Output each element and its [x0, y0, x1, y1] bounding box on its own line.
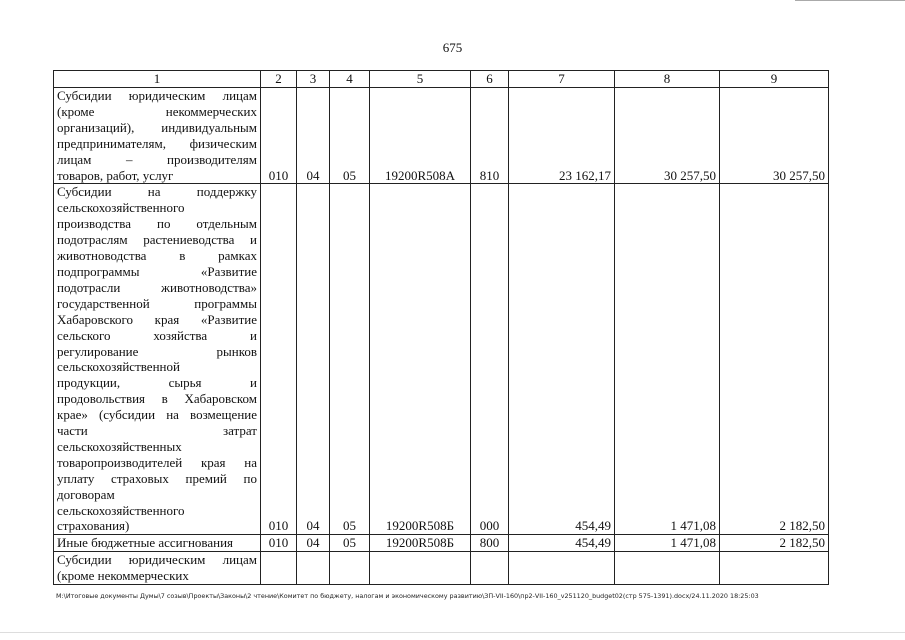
- cell-col-6: 800: [471, 535, 509, 552]
- description-line: сельского хозяйства и: [57, 327, 257, 343]
- cell-col-4: 05: [330, 88, 370, 184]
- cell-col-3: 04: [297, 184, 330, 535]
- bottom-rule: [0, 632, 905, 633]
- cell-col-7: 454,49: [509, 535, 615, 552]
- cell-col-3: 04: [297, 88, 330, 184]
- cell-col-4: 05: [330, 184, 370, 535]
- cell-col-4: 05: [330, 535, 370, 552]
- header-cell: 4: [330, 71, 370, 88]
- header-cell: 5: [370, 71, 471, 88]
- description-line: товаров, работ, услуг: [57, 167, 174, 183]
- table-row: [54, 88, 829, 184]
- header-cell: 2: [261, 71, 297, 88]
- header-cell: 3: [297, 71, 330, 88]
- description-line: Субсидии юридическим лицам: [57, 88, 257, 103]
- description-line: страхования): [57, 518, 130, 534]
- cell-col-6: [471, 552, 509, 585]
- description-line: товаропроизводителей края на: [57, 454, 257, 470]
- description-line: сельскохозяйственной: [57, 359, 180, 375]
- cell-col-8: 30 257,50: [615, 88, 720, 184]
- header-cell: 9: [720, 71, 829, 88]
- header-cell: 8: [615, 71, 720, 88]
- description-line: животноводства в рамках: [57, 248, 257, 264]
- description-line: государственной программы: [57, 295, 257, 311]
- table-header-row: [54, 71, 829, 88]
- table-row: [54, 184, 829, 535]
- description-line: (кроме некоммерческих: [57, 568, 189, 584]
- description-line: Хабаровского края «Развитие: [57, 311, 257, 327]
- description-line: регулирование рынков: [57, 343, 257, 359]
- cell-col-6: 810: [471, 88, 509, 184]
- description-line: Субсидии юридическим лицам: [57, 552, 257, 568]
- cell-col-9: 2 182,50: [720, 184, 829, 535]
- cell-col-5: 19200R508A: [370, 88, 471, 184]
- cell-col-2: 010: [261, 535, 297, 552]
- description-line: подотраслям растениеводства и: [57, 232, 257, 248]
- cell-col-9: 2 182,50: [720, 535, 829, 552]
- cell-col-6: 000: [471, 184, 509, 535]
- description-line: крае» (субсидии на возмещение: [57, 407, 257, 423]
- budget-table: [53, 70, 829, 585]
- cell-col-9: 30 257,50: [720, 88, 829, 184]
- cell-col-5: 19200R508Б: [370, 184, 471, 535]
- cell-col-8: [615, 552, 720, 585]
- cell-col-7: 23 162,17: [509, 88, 615, 184]
- description-line: подотрасли животноводства»: [57, 279, 257, 295]
- description-line: (кроме некоммерческих: [57, 103, 257, 119]
- cell-col-5: 19200R508Б: [370, 535, 471, 552]
- row-description: [54, 184, 261, 535]
- top-rule: [795, 0, 905, 1]
- description-line: сельскохозяйственного: [57, 502, 185, 518]
- table-row: [54, 535, 829, 552]
- row-description: [54, 552, 261, 585]
- header-cell: 7: [509, 71, 615, 88]
- row-description: [54, 88, 261, 184]
- cell-col-3: [297, 552, 330, 585]
- description-line: продукции, сырья и: [57, 375, 257, 391]
- description-line: подпрограммы «Развитие: [57, 263, 257, 279]
- page-number: 675: [442, 40, 463, 55]
- header-cell: 6: [471, 71, 509, 88]
- cell-col-2: 010: [261, 88, 297, 184]
- footer-file-path: M:\Итоговые документы Думы\7 созыв\Проекты\Законы\2 чтение\Комитет по бюджету, налогам и экономическому развитию\ЗП-VII-160\пр2-VII-160_v251120_budget02(стр 575-1391).docx/24.11.2020 18:25:03: [56, 592, 759, 600]
- cell-col-7: [509, 552, 615, 585]
- cell-col-8: 1 471,08: [615, 535, 720, 552]
- description-line: организаций), индивидуальным: [57, 119, 257, 135]
- header-cell: 1: [54, 71, 261, 88]
- description-line: производства по отдельным: [57, 216, 257, 232]
- cell-col-7: 454,49: [509, 184, 615, 535]
- cell-col-4: [330, 552, 370, 585]
- description-line: сельскохозяйственных: [57, 438, 182, 454]
- description-line: части затрат: [57, 423, 257, 439]
- description-line: продовольствия в Хабаровском: [57, 391, 257, 407]
- cell-col-3: 04: [297, 535, 330, 552]
- cell-col-8: 1 471,08: [615, 184, 720, 535]
- row-description: [54, 535, 261, 552]
- description-line: уплату страховых премий по: [57, 470, 257, 486]
- description-line: Субсидии на поддержку: [57, 184, 257, 200]
- description-line: предпринимателям, физическим: [57, 135, 257, 151]
- cell-col-2: [261, 552, 297, 585]
- cell-col-9: [720, 552, 829, 585]
- cell-col-2: 010: [261, 184, 297, 535]
- table-row: [54, 552, 829, 585]
- description-line: договорам: [57, 486, 115, 502]
- description-line: лицам – производителям: [57, 151, 257, 167]
- cell-col-5: [370, 552, 471, 585]
- description-line: сельскохозяйственного: [57, 200, 185, 216]
- description-line: Иные бюджетные ассигнования: [57, 535, 234, 551]
